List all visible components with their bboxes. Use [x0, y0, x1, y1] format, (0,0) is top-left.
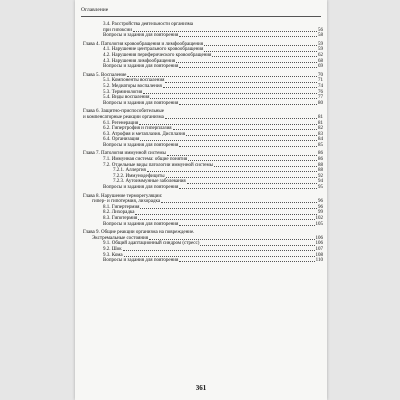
- toc-dot-leader: [187, 183, 317, 184]
- toc-dot-leader: [179, 104, 317, 105]
- toc-dot-leader: [150, 98, 317, 99]
- toc-entry: [83, 33, 323, 39]
- toc-entry-title: 6.2. Гипертрофия и гиперплазия: [103, 126, 172, 132]
- toc-entry-title: Вопросы и задания для повторения: [103, 221, 179, 227]
- toc-dot-leader: [167, 155, 317, 156]
- toc-entry-title: Вопросы и задания для повторения: [103, 258, 179, 264]
- toc-entry-page: 95: [318, 185, 323, 191]
- toc-dot-leader: [161, 202, 317, 203]
- running-header-title: Оглавление: [81, 7, 109, 13]
- toc-dot-leader: [123, 250, 315, 251]
- toc-dot-leader: [165, 118, 317, 119]
- toc-entry-title: Глава 6. Защитно-приспособительные: [83, 109, 165, 115]
- toc-entry-title: 5.2. Медиаторы воспаления: [103, 83, 162, 89]
- toc-entry-page: 81: [318, 120, 323, 126]
- toc-entry-title: 4.1. Нарушение центрального кровообращения: [103, 47, 204, 53]
- toc-entry: [83, 258, 323, 264]
- toc-entry-title: 7.2.1. Аллергия: [113, 168, 146, 174]
- toc-dot-leader: [179, 36, 317, 37]
- toc-entry-page: 69: [318, 64, 323, 70]
- toc-entry-title: и компенсаторные реакции организма: [83, 114, 164, 120]
- toc-entry-title: Глава 8. Нарушение терморегуляции:: [83, 193, 163, 199]
- toc-entry-title: Вопросы и задания для повторения: [103, 33, 179, 39]
- toc-entry: [83, 222, 323, 228]
- toc-dot-leader: [179, 225, 314, 226]
- toc-entry-page: 92: [318, 173, 323, 179]
- toc-entry-page: 68: [318, 58, 323, 64]
- toc-entry-page: 58: [318, 33, 323, 39]
- toc-entry-page: 59: [318, 47, 323, 53]
- toc-entry-page: 88: [318, 168, 323, 174]
- toc-entry-title: Экстремальные состояния: [92, 235, 149, 241]
- toc-entry-page: 96: [318, 204, 323, 210]
- toc-dot-leader: [179, 261, 314, 262]
- toc-dot-leader: [165, 82, 317, 83]
- book-page: [75, 0, 327, 400]
- toc-entry-title: 9.1. Общий адаптационный синдром (стресс): [103, 241, 200, 247]
- toc-entry-page: 70: [318, 72, 323, 78]
- toc-entry-page: 110: [315, 258, 323, 264]
- toc-dot-leader: [212, 56, 317, 57]
- toc-dot-leader: [147, 171, 317, 172]
- toc-dot-leader: [204, 51, 317, 52]
- toc-entry-title: Вопросы и задания для повторения: [103, 185, 179, 191]
- toc-entry-page: 99: [318, 210, 323, 216]
- toc-entry-title: 8.2. Лихорадка: [103, 210, 135, 216]
- toc-entry-title: 8.1. Гипертермия: [103, 204, 140, 210]
- toc-entry-page: 59: [318, 41, 323, 47]
- toc-entry-page: 102: [315, 216, 323, 221]
- toc-dot-leader: [138, 219, 314, 220]
- toc-entry-page: 84: [318, 137, 323, 143]
- toc-entry-page: 82: [318, 126, 323, 132]
- toc-dot-leader: [176, 62, 317, 63]
- toc-entry-page: 76: [318, 89, 323, 95]
- toc-dot-leader: [140, 140, 317, 141]
- toc-dot-leader: [163, 87, 317, 88]
- toc-entry: [83, 185, 323, 191]
- toc-entry-title: 5.3. Терминология: [103, 89, 143, 95]
- toc-entry: [83, 143, 323, 149]
- toc-dot-leader: [135, 214, 317, 215]
- toc-entry-title: 8.3. Гипотермия: [103, 216, 138, 221]
- toc-entry-title: гипер- и гипотермия, лихорадка: [92, 199, 161, 205]
- toc-entry-page: 81: [318, 114, 323, 120]
- table-of-contents: [83, 22, 323, 264]
- toc-entry-page: 85: [318, 142, 323, 148]
- toc-dot-leader: [188, 160, 317, 161]
- toc-entry-page: 96: [318, 199, 323, 205]
- toc-dot-leader: [149, 239, 314, 240]
- running-header: [81, 6, 321, 17]
- toc-entry-page: 94: [318, 179, 323, 185]
- toc-entry-title: 9.3. Кома: [103, 252, 123, 258]
- toc-entry-page: 86: [318, 151, 323, 157]
- toc-entry-title: 4.2. Нарушения периферического кровообращения: [103, 52, 212, 58]
- toc-dot-leader: [133, 31, 317, 32]
- toc-entry-title: 5.4. Виды воспаления: [103, 95, 150, 101]
- toc-entry-title: 9.2. Шок: [103, 246, 122, 252]
- toc-entry-title: 3.4. Расстройства деятельности организма: [103, 22, 194, 27]
- toc-entry-page: 105: [315, 221, 323, 227]
- toc-dot-leader: [214, 166, 317, 167]
- toc-entry-title: 7.1. Иммунная система: общие понятия: [103, 157, 188, 163]
- toc-dot-leader: [139, 124, 317, 125]
- toc-dot-leader: [179, 188, 317, 189]
- toc-dot-leader: [143, 93, 317, 94]
- toc-entry-title: 6.3. Атрофия и метаплазия. Дисплазия: [103, 131, 186, 137]
- toc-entry-page: 106: [315, 235, 323, 241]
- toc-entry-page: 86: [318, 157, 323, 163]
- toc-entry-page: 83: [318, 131, 323, 137]
- toc-entry-title: Глава 9. Общие реакции организма на повреждение.: [83, 230, 195, 236]
- toc-entry-page: 107: [315, 246, 323, 252]
- toc-entry-page: 80: [318, 100, 323, 106]
- toc-entry-title: 7.2. Отдельные виды патологии иммунной системы: [103, 162, 214, 168]
- toc-entry-page: 106: [315, 241, 323, 247]
- toc-dot-leader: [204, 45, 317, 46]
- toc-entry-title: 5.1. Компоненты воспаления: [103, 78, 165, 84]
- toc-entry-page: 62: [318, 52, 323, 58]
- toc-dot-leader: [173, 129, 317, 130]
- toc-entry-title: 6.4. Организация: [103, 137, 140, 143]
- toc-entry-title: 4.3. Нарушения лимфообращения: [103, 58, 176, 64]
- toc-dot-leader: [179, 67, 317, 68]
- toc-entry-title: Глава 7. Патология иммунной системы: [83, 151, 166, 157]
- toc-entry-title: Глава 5. Воспаление: [83, 72, 127, 78]
- toc-entry-title: Вопросы и задания для повторения: [103, 64, 179, 70]
- toc-entry-title: 6.1. Регенерация: [103, 120, 139, 126]
- toc-dot-leader: [166, 177, 317, 178]
- toc-dot-leader: [127, 76, 317, 77]
- toc-entry-title: Вопросы и задания для повторения: [103, 142, 179, 148]
- toc-dot-leader: [179, 146, 317, 147]
- toc-entry-page: 56: [318, 27, 323, 33]
- toc-entry-page: 108: [315, 252, 323, 258]
- toc-entry-title: Вопросы и задания для повторения: [103, 100, 179, 106]
- toc-entry-page: 88: [318, 162, 323, 168]
- toc-dot-leader: [124, 256, 315, 257]
- toc-dot-leader: [186, 135, 317, 136]
- toc-entry-title: при гипоксии: [103, 27, 132, 33]
- toc-entry-title: Глава 4. Патология кровообращения и лимфообращения: [83, 41, 203, 47]
- toc-entry: [83, 101, 323, 107]
- toc-entry: [83, 64, 323, 70]
- toc-dot-leader: [200, 245, 314, 246]
- toc-entry-title: 7.2.3. Аутоиммунные заболевания: [113, 179, 186, 185]
- toc-entry-page: 71: [318, 78, 323, 84]
- page-number: 361: [195, 384, 207, 392]
- toc-entry-title: 7.2.2. Иммунодефициты: [113, 173, 165, 179]
- toc-entry-page: 74: [318, 83, 323, 89]
- toc-entry-page: 77: [318, 95, 323, 101]
- toc-dot-leader: [140, 208, 317, 209]
